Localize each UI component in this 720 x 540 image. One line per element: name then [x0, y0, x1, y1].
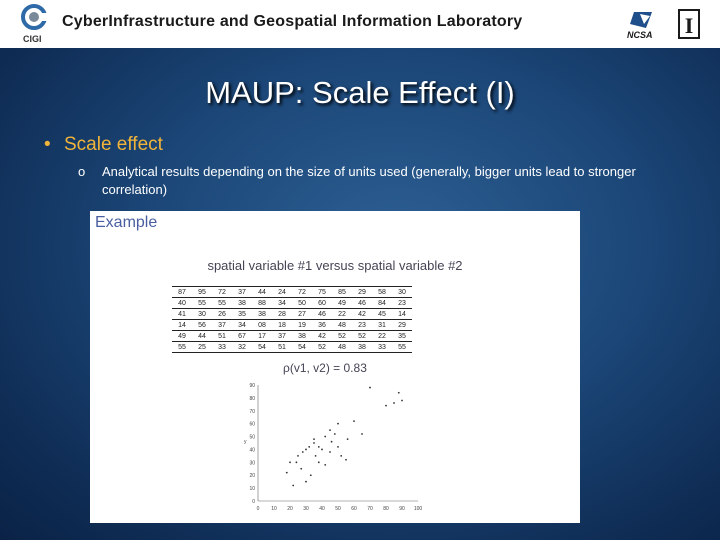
scatter-point: [329, 451, 331, 453]
table-cell: 14: [392, 309, 412, 320]
table-row: [172, 320, 412, 331]
y-tick-label: 40: [249, 447, 255, 454]
bullet-item: [44, 134, 163, 156]
table-row: [172, 331, 412, 342]
table-cell: 46: [312, 309, 332, 320]
table-cell: 48: [332, 342, 352, 353]
table-cell: 36: [312, 320, 332, 331]
scatter-point: [340, 455, 342, 457]
table-cell: 51: [272, 342, 292, 353]
scatter-point: [398, 392, 400, 394]
table-cell: 56: [192, 320, 212, 331]
scatter-point: [345, 459, 347, 461]
table-cell: 34: [272, 298, 292, 309]
table-cell: 38: [292, 331, 312, 342]
table-cell: 52: [312, 342, 332, 353]
sub-bullet-marker: o: [78, 164, 86, 179]
table-cell: 55: [172, 342, 192, 353]
table-cell: 35: [232, 309, 252, 320]
lab-title: CyberInfrastructure and Geospatial Information Laboratory: [62, 13, 523, 30]
table-cell: 85: [332, 287, 352, 298]
y-tick-label: 70: [249, 408, 255, 415]
x-tick-label: 80: [383, 506, 389, 512]
scatter-point: [289, 461, 291, 463]
value-table: [172, 286, 412, 353]
scatter-point: [329, 429, 331, 431]
table-cell: 51: [212, 331, 232, 342]
scatter-point: [353, 420, 355, 422]
table-cell: 49: [172, 331, 192, 342]
table-row: [172, 287, 412, 298]
table-cell: 54: [252, 342, 272, 353]
scatter-point: [324, 464, 326, 466]
x-tick-label: 20: [287, 506, 293, 512]
scatter-point: [393, 402, 395, 404]
table-cell: 55: [192, 298, 212, 309]
y-tick-label: 20: [249, 473, 255, 480]
table-row: [172, 342, 412, 353]
x-tick-label: 70: [367, 506, 373, 512]
table-cell: 52: [352, 331, 372, 342]
table-row: [172, 309, 412, 320]
y-axis-label: y: [244, 439, 247, 445]
table-cell: 38: [252, 309, 272, 320]
scatter-point: [318, 461, 320, 463]
scatter-point: [337, 423, 339, 425]
table-cell: 37: [212, 320, 232, 331]
table-cell: 22: [332, 309, 352, 320]
x-tick-label: 60: [351, 506, 357, 512]
cigi-logo: [20, 4, 50, 44]
table-cell: 72: [212, 287, 232, 298]
scatter-point: [305, 449, 307, 451]
table-row: [172, 298, 412, 309]
table-cell: 23: [392, 298, 412, 309]
scatter-point: [361, 433, 363, 435]
table-cell: 27: [292, 309, 312, 320]
y-tick-label: 50: [249, 434, 255, 441]
scatter-point: [313, 438, 315, 440]
example-label: Example: [95, 214, 158, 231]
table-cell: 40: [172, 298, 192, 309]
table-cell: 72: [292, 287, 312, 298]
scatter-point: [369, 387, 371, 389]
example-figure: [90, 211, 580, 523]
scatter-plot: [240, 379, 432, 523]
table-cell: 37: [232, 287, 252, 298]
table-cell: 44: [252, 287, 272, 298]
table-cell: 55: [392, 342, 412, 353]
table-cell: 60: [312, 298, 332, 309]
table-cell: 23: [352, 320, 372, 331]
table-cell: 55: [212, 298, 232, 309]
scatter-point: [334, 433, 336, 435]
table-cell: 30: [392, 287, 412, 298]
table-cell: 32: [232, 342, 252, 353]
scatter-point: [310, 474, 312, 476]
y-tick-label: 10: [249, 486, 255, 493]
table-cell: 75: [312, 287, 332, 298]
x-tick-label: 40: [319, 506, 325, 512]
y-tick-label: 30: [249, 460, 255, 467]
y-tick-label: 0: [252, 499, 255, 505]
header-bar: [0, 0, 720, 48]
table-cell: 38: [232, 298, 252, 309]
table-cell: 87: [172, 287, 192, 298]
table-cell: 37: [272, 331, 292, 342]
table-cell: 30: [192, 309, 212, 320]
scatter-point: [305, 481, 307, 483]
table-cell: 67: [232, 331, 252, 342]
table-cell: 58: [372, 287, 392, 298]
y-tick-label: 80: [249, 395, 255, 402]
ncsa-logo-text: NCSA: [627, 30, 653, 40]
x-tick-label: 100: [413, 506, 423, 512]
table-cell: 29: [392, 320, 412, 331]
scatter-point: [385, 405, 387, 407]
table-cell: 35: [392, 331, 412, 342]
cigi-logo-text: CIGI: [23, 34, 42, 44]
table-cell: 95: [192, 287, 212, 298]
illinois-logo-text: I: [684, 13, 694, 38]
correlation-formula: ρ(v1, v2) = 0.83: [283, 361, 367, 375]
table-cell: 48: [332, 320, 352, 331]
scatter-point: [324, 436, 326, 438]
sub-bullet-text: Analytical results depending on the size of units used (generally, bigger units lead to stronger correlation): [102, 164, 636, 197]
scatter-point: [315, 455, 317, 457]
table-cell: 54: [292, 342, 312, 353]
table-cell: 29: [352, 287, 372, 298]
y-tick-label: 60: [249, 421, 255, 428]
x-tick-label: 30: [303, 506, 309, 512]
table-cell: 18: [272, 320, 292, 331]
scatter-point: [296, 461, 298, 463]
table-cell: 22: [372, 331, 392, 342]
table-cell: 49: [332, 298, 352, 309]
table-cell: 17: [252, 331, 272, 342]
scatter-point: [331, 441, 333, 443]
sub-bullet: [78, 163, 688, 199]
scatter-point: [302, 451, 304, 453]
table-cell: 19: [292, 320, 312, 331]
table-cell: 33: [372, 342, 392, 353]
bullet-text: Scale effect: [64, 134, 163, 155]
bullet-marker: •: [44, 134, 51, 155]
table-cell: 41: [172, 309, 192, 320]
scatter-point: [297, 455, 299, 457]
table-cell: 88: [252, 298, 272, 309]
table-cell: 46: [352, 298, 372, 309]
scatter-point: [300, 468, 302, 470]
table-cell: 31: [372, 320, 392, 331]
scatter-point: [313, 442, 315, 444]
table-cell: 25: [192, 342, 212, 353]
table-cell: 44: [192, 331, 212, 342]
scatter-point: [286, 472, 288, 474]
table-cell: 24: [272, 287, 292, 298]
scatter-point: [401, 400, 403, 402]
scatter-point: [308, 446, 310, 448]
ncsa-logo: [626, 10, 664, 40]
slide-title: MAUP: Scale Effect (I): [205, 75, 515, 110]
table-cell: 08: [252, 320, 272, 331]
table-cell: 26: [212, 309, 232, 320]
table-cell: 42: [312, 331, 332, 342]
x-tick-label: 0: [256, 506, 260, 512]
table-title: spatial variable #1 versus spatial variable #2: [207, 258, 463, 273]
table-cell: 52: [332, 331, 352, 342]
x-tick-label: 50: [335, 506, 341, 512]
x-tick-label: 10: [271, 506, 277, 512]
table-cell: 50: [292, 298, 312, 309]
table-cell: 28: [272, 309, 292, 320]
scatter-point: [347, 438, 349, 440]
table-cell: 45: [372, 309, 392, 320]
table-cell: 14: [172, 320, 192, 331]
illinois-logo: [678, 9, 700, 39]
y-tick-label: 90: [249, 383, 255, 389]
scatter-point: [318, 446, 320, 448]
scatter-point: [321, 449, 323, 451]
table-cell: 42: [352, 309, 372, 320]
scatter-point: [337, 446, 339, 448]
table-cell: 38: [352, 342, 372, 353]
table-cell: 33: [212, 342, 232, 353]
table-cell: 84: [372, 298, 392, 309]
x-tick-label: 90: [399, 506, 405, 512]
scatter-point: [292, 485, 294, 487]
table-cell: 34: [232, 320, 252, 331]
